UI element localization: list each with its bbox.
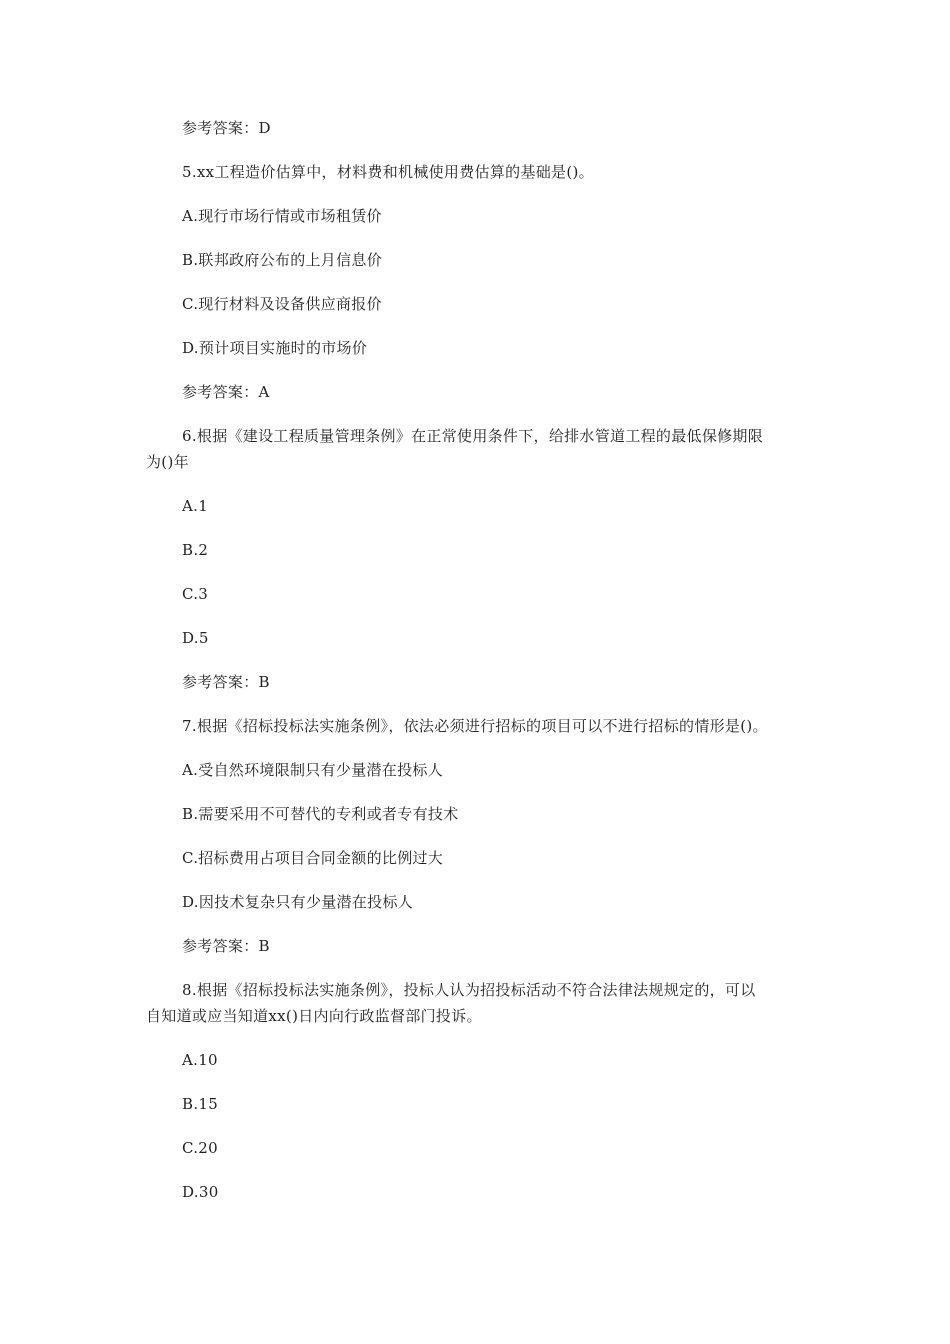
q8-question-line1: 8.根据《招标投标法实施条例》，投标人认为招投标活动不符合法律法规规定的，可以: [182, 981, 756, 999]
q8-option-b: B.15: [182, 1095, 219, 1113]
q6-option-a: A.1: [182, 497, 209, 515]
q7-option-c: C.招标费用占项目合同金额的比例过大: [182, 849, 444, 867]
q7-answer: 参考答案：B: [182, 937, 270, 955]
q6-option-d: D.5: [182, 629, 209, 647]
q8-question-line2: 自知道或应当知道xx()日内向行政监督部门投诉。: [146, 1007, 482, 1025]
q5-question: 5.xx工程造价估算中，材料费和机械使用费估算的基础是()。: [182, 163, 594, 181]
q6-question-line2: 为()年: [146, 453, 189, 471]
q5-option-b: B.联邦政府公布的上月信息价: [182, 251, 382, 269]
q8-option-d: D.30: [182, 1183, 219, 1201]
q5-option-c: C.现行材料及设备供应商报价: [182, 295, 382, 313]
q8-option-c: C.20: [182, 1139, 218, 1157]
q6-question-line1: 6.根据《建设工程质量管理条例》在正常使用条件下，给排水管道工程的最低保修期限: [182, 427, 764, 445]
q7-option-a: A.受自然环境限制只有少量潜在投标人: [182, 761, 444, 779]
q5-option-d: D.预计项目实施时的市场价: [182, 339, 368, 357]
q7-option-d: D.因技术复杂只有少量潜在投标人: [182, 893, 414, 911]
q6-answer: 参考答案：B: [182, 673, 270, 691]
q8-option-a: A.10: [182, 1051, 218, 1069]
q7-option-b: B.需要采用不可替代的专利或者专有技术: [182, 805, 459, 823]
q5-answer: 参考答案：A: [182, 383, 270, 401]
q6-option-c: C.3: [182, 585, 209, 603]
q6-option-b: B.2: [182, 541, 209, 559]
q7-question: 7.根据《招标投标法实施条例》，依法必须进行招标的项目可以不进行招标的情形是()。: [182, 717, 768, 735]
q5-option-a: A.现行市场行情或市场租赁价: [182, 207, 382, 225]
q4-answer: 参考答案：D: [182, 119, 271, 137]
